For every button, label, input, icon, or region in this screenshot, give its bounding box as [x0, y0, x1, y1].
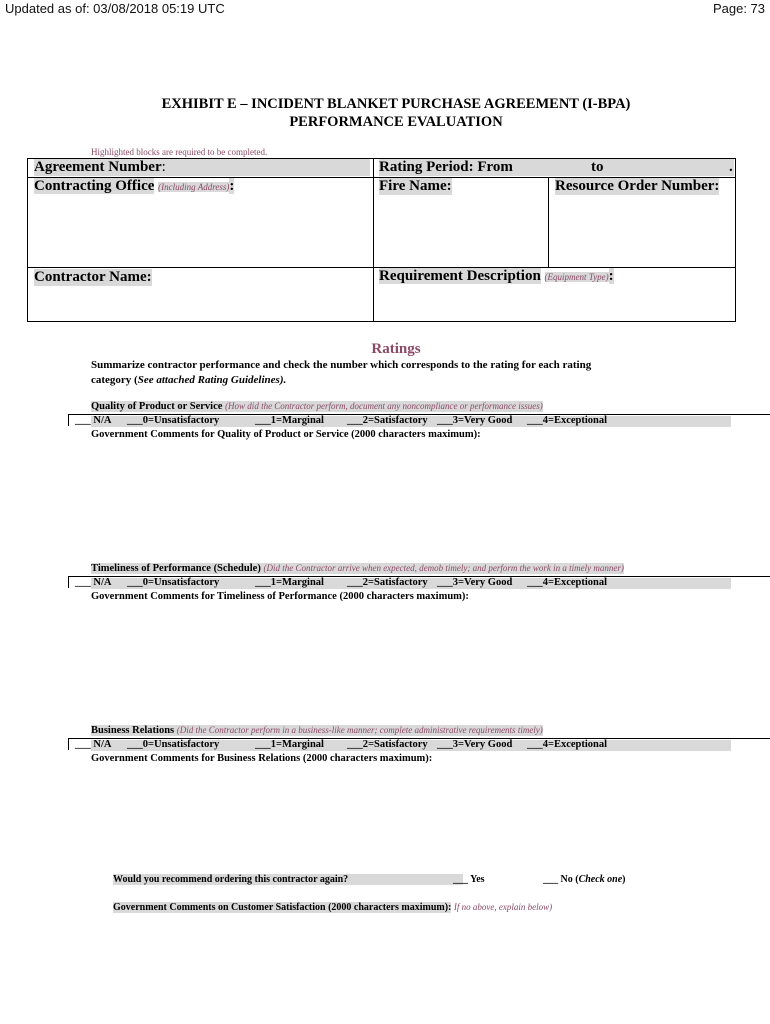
category-hint: (Did the Contractor arrive when expected, demob timely; and perform the work in a timely manner): [263, 563, 624, 573]
contracting-office-colon: :: [229, 178, 235, 194]
instructions-2a: category (: [91, 374, 138, 386]
contracting-office-field[interactable]: [34, 178, 234, 196]
comments-quality-label: Government Comments for Quality of Product or Service (2000 characters maximum):: [91, 429, 481, 440]
agreement-number-label: Agreement Number: [34, 159, 162, 175]
updated-timestamp: Updated as of: 03/08/2018 05:19 UTC: [5, 1, 225, 16]
category-title: Quality of Product or Service: [91, 401, 223, 412]
requirement-description-field[interactable]: [379, 268, 614, 286]
rating-scale-quality: [68, 414, 770, 426]
instructions-line-1: Summarize contractor performance and check the number which corresponds to the rating for each rating: [91, 359, 592, 371]
recommend-yes-option[interactable]: ___ Yes: [453, 874, 485, 885]
category-timeliness-title: [91, 563, 624, 574]
rating-option-1[interactable]: ___1=Marginal: [255, 415, 324, 426]
rating-period-to: to: [591, 159, 604, 175]
recommend-question: Would you recommend ordering this contractor again?: [113, 874, 463, 885]
agreement-number-field[interactable]: [34, 159, 370, 176]
rating-option-4[interactable]: ___4=Exceptional: [527, 577, 608, 588]
fire-name-label: Fire Name:: [379, 178, 452, 194]
rating-scale-timeliness: [68, 576, 770, 588]
category-title: Business Relations: [91, 725, 175, 736]
rating-option-1[interactable]: ___1=Marginal: [255, 739, 324, 750]
rating-option-4[interactable]: ___4=Exceptional: [527, 739, 608, 750]
requirement-hint: (Equipment Type): [544, 272, 609, 282]
rating-scale-business: [68, 738, 770, 750]
customer-satisfaction-hint: If no above, explain below): [453, 902, 553, 912]
rating-option-na[interactable]: ___ N/A: [75, 415, 112, 426]
resource-order-field[interactable]: [555, 178, 719, 195]
rating-option-na[interactable]: ___ N/A: [75, 577, 112, 588]
rating-option-2[interactable]: ___2=Satisfactory: [347, 415, 428, 426]
recommend-no-option[interactable]: [543, 874, 626, 885]
customer-satisfaction-text: Government Comments on Customer Satisfaction (2000 characters maximum):: [113, 902, 452, 913]
category-title: Timeliness of Performance (Schedule): [91, 563, 261, 574]
rating-option-3[interactable]: ___3=Very Good: [437, 739, 513, 750]
comments-timeliness-label: Government Comments for Timeliness of Performance (2000 characters maximum):: [91, 591, 469, 602]
rating-option-3[interactable]: ___3=Very Good: [437, 415, 513, 426]
fire-name-field[interactable]: [379, 178, 452, 195]
rating-option-3[interactable]: ___3=Very Good: [437, 577, 513, 588]
document-title: [0, 95, 770, 131]
rating-period-end: .: [729, 159, 733, 175]
rating-option-0[interactable]: ___0=Unsatisfactory: [127, 577, 220, 588]
rating-option-na[interactable]: ___ N/A: [75, 739, 112, 750]
customer-satisfaction-label: [113, 902, 552, 913]
rating-option-0[interactable]: ___0=Unsatisfactory: [127, 415, 220, 426]
requirement-colon: :: [608, 268, 614, 284]
no-label: ___ No (: [543, 874, 579, 885]
instructions-line-2: [91, 373, 691, 388]
resource-order-label: Resource Order Number:: [555, 178, 720, 194]
category-hint: (Did the Contractor perform in a business-like manner; complete administrative requirements timely): [176, 725, 543, 735]
contractor-name-field[interactable]: [34, 269, 152, 286]
rating-option-4[interactable]: ___4=Exceptional: [527, 415, 608, 426]
ratings-instructions: [91, 358, 691, 388]
rating-option-1[interactable]: ___1=Marginal: [255, 577, 324, 588]
contracting-office-hint: (Including Address): [158, 182, 230, 192]
agreement-colon: :: [161, 159, 166, 175]
required-note: Highlighted blocks are required to be completed.: [91, 147, 268, 157]
rating-option-0[interactable]: ___0=Unsatisfactory: [127, 739, 220, 750]
category-hint: (How did the Contractor perform, document any noncompliance or performance issues): [225, 401, 543, 411]
rating-option-2[interactable]: ___2=Satisfactory: [347, 739, 428, 750]
requirement-description-label: Requirement Description: [379, 268, 541, 284]
comments-business-label: Government Comments for Business Relations (2000 characters maximum):: [91, 753, 433, 764]
rating-period-field[interactable]: [379, 159, 734, 176]
instructions-2b: See attached Rating Guidelines).: [137, 374, 287, 386]
rating-period-label: Rating Period: From: [379, 159, 513, 175]
title-line-2: PERFORMANCE EVALUATION: [289, 114, 503, 130]
page-number: Page: 73: [712, 1, 765, 16]
category-quality-title: [91, 401, 543, 412]
ratings-heading: Ratings: [371, 341, 421, 357]
contractor-name-label: Contractor Name:: [34, 269, 152, 285]
title-line-1: EXHIBIT E – INCIDENT BLANKET PURCHASE AGREEMENT (I-BPA): [161, 96, 631, 112]
contracting-office-label: Contracting Office: [34, 178, 155, 194]
category-business-title: [91, 725, 543, 736]
check-one-hint: Check one: [578, 874, 623, 885]
no-close: ): [622, 874, 626, 885]
rating-option-2[interactable]: ___2=Satisfactory: [347, 577, 428, 588]
